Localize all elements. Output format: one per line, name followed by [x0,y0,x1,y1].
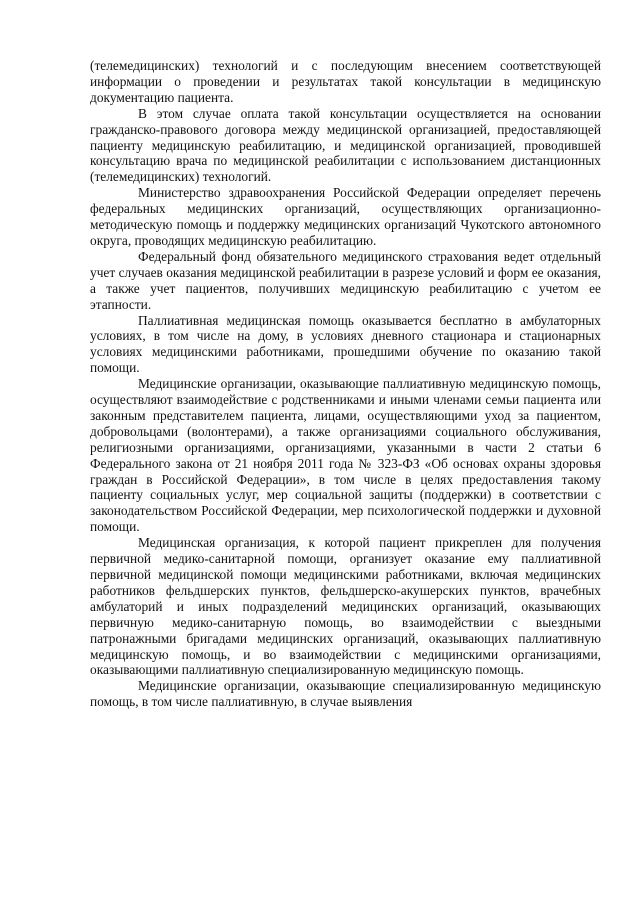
paragraph-continuation: (телемедицинских) технологий и с последующим внесением соответствующей информации о проведении и результатах такой консультации в медицинскую документацию пациента. [90,58,601,105]
paragraph-palliative-organizations: Медицинские организации, оказывающие паллиативную медицинскую помощь, осуществляют взаимодействие с родственниками и иными членами семьи пациента или законным представителем пациента, лицами, осуществляющими уход за пациентом, добровольцами (волонтерами), а также организациями социального обслуживания, религиозными организациями, организациями, указанными в части 2 статьи 6 Федерального закона от 21 ноября 2011 года № 323-ФЗ «Об основах охраны здоровья граждан в Российской Федерации», в том числе в целях предоставления такому пациенту социальных услуг, мер социальной защиты (поддержки) в соответствии с законодательством Российской Федерации, мер психологической поддержки и духовной помощи. [90,376,601,535]
paragraph-consultation-payment: В этом случае оплата такой консультации осуществляется на основании гражданско-правового договора между медицинской организацией, предоставляющей пациенту медицинскую реабилитацию, и медицинской организацией, проводившей консультацию врача по медицинской реабилитации с использованием дистанционных (телемедицинских) технологий. [90,105,601,185]
paragraph-primary-care-organization: Медицинская организация, к которой пациент прикреплен для получения первичной медико-санитарной помощи, организует оказание ему паллиативной первичной медицинской помощи медицинскими работниками, включая медицинских работников фельдшерских пунктов, фельдшерско-акушерских пунктов, врачебных амбулаторий и иных подразделений медицинских организаций, оказывающих первичную медико-санитарную помощь, во взаимодействии с выездными патронажными бригадами медицинских организаций, оказывающих паллиативную медицинскую помощь, и во взаимодействии с медицинскими организациями, оказывающими паллиативную специализированную медицинскую помощь. [90,535,601,678]
paragraph-specialized-care: Медицинские организации, оказывающие специализированную медицинскую помощь, в том числе паллиативную, в случае выявления [90,678,601,710]
paragraph-federal-fund: Федеральный фонд обязательного медицинского страхования ведет отдельный учет случаев оказания медицинской реабилитации в разрезе условий и форм ее оказания, а также учет пациентов, получивших медицинскую реабилитацию с учетом ее этапности. [90,248,601,312]
paragraph-ministry-list: Министерство здравоохранения Российской Федерации определяет перечень федеральных медицинских организаций, осуществляющих организационно-методическую помощь и поддержку медицинских организаций Чукотского автономного округа, проводящих медицинскую реабилитацию. [90,185,601,248]
document-page [90,58,601,710]
paragraph-palliative-care: Паллиативная медицинская помощь оказывается бесплатно в амбулаторных условиях, в том числе на дому, в условиях дневного стационара и стационарных условиях медицинскими работниками, прошедшими обучение по оказанию такой помощи. [90,312,601,376]
